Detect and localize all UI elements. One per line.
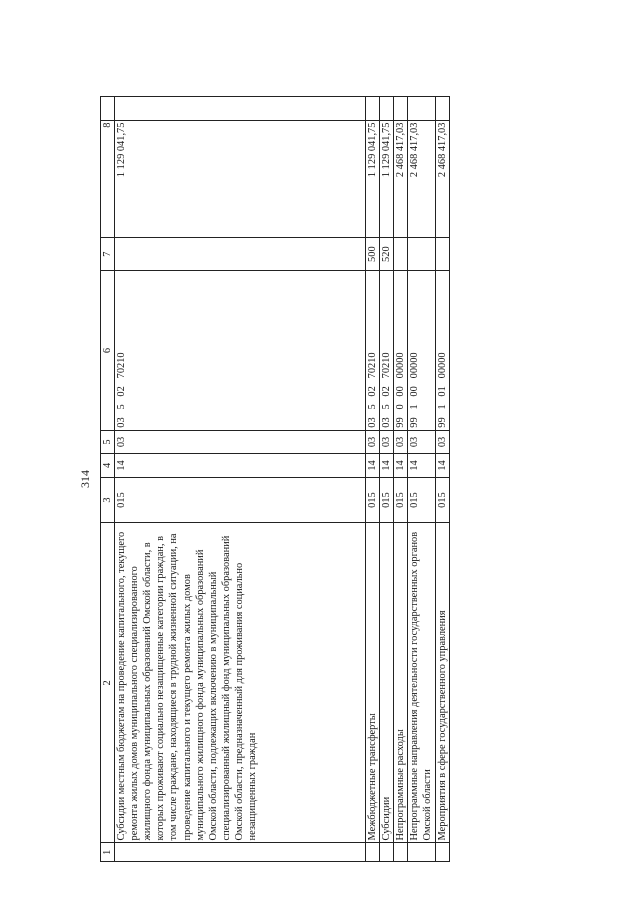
budget-table <box>100 96 450 862</box>
row-c3: 015 <box>435 477 449 523</box>
header-col-3: 3 <box>101 477 115 523</box>
row-c8: 2 468 417,03 <box>394 120 408 237</box>
row-c6: 03 5 02 70210 <box>366 271 380 430</box>
row-c6: 99 1 00 00000 <box>408 271 435 430</box>
row-c8: 2 468 417,03 <box>408 120 435 237</box>
row-c5: 03 <box>435 430 449 453</box>
row-c7 <box>408 237 435 270</box>
row-c4: 14 <box>394 454 408 477</box>
page-number: 314 <box>78 470 92 488</box>
table-row <box>435 97 449 862</box>
row-c8: 1 129 041,75 <box>366 120 380 237</box>
row-c7: 520 <box>380 237 394 270</box>
row-c7 <box>394 237 408 270</box>
row-c3: 015 <box>380 477 394 523</box>
row-c5: 03 <box>408 430 435 453</box>
row-name: Межбюджетные трансферты <box>366 523 380 843</box>
header-col-2: 2 <box>101 523 115 843</box>
row-c5: 03 <box>394 430 408 453</box>
row-c5: 03 <box>115 430 366 453</box>
row-c7: 500 <box>366 237 380 270</box>
header-col-6: 6 <box>101 271 115 430</box>
row-name: Непрограммные расходы <box>394 523 408 843</box>
table-row <box>115 97 366 862</box>
row-c9 <box>115 97 366 121</box>
row-number-cell <box>408 843 435 862</box>
row-number-cell <box>366 843 380 862</box>
row-c3: 015 <box>408 477 435 523</box>
row-c9 <box>394 97 408 121</box>
row-c8: 1 129 041,75 <box>115 120 366 237</box>
row-c4: 14 <box>366 454 380 477</box>
row-c4: 14 <box>435 454 449 477</box>
row-c6: 99 1 01 00000 <box>435 271 449 430</box>
header-col-7: 7 <box>101 237 115 270</box>
header-col-5: 5 <box>101 430 115 453</box>
header-col-4: 4 <box>101 454 115 477</box>
row-c4: 14 <box>115 454 366 477</box>
header-col-8: 8 <box>101 120 115 237</box>
row-c5: 03 <box>380 430 394 453</box>
row-c6: 99 0 00 00000 <box>394 271 408 430</box>
row-name: Непрограммные направления деятельности государственных органов Омской области <box>408 523 435 843</box>
row-name: Субсидии местным бюджетам на проведение капитального, текущего ремонта жилых домов муниципального специализированного жилищного фонда муниципальных образований Омской области, в которых проживают социально незащищенные категории граждан, в том числе граждане, находящиеся в трудной жизненной ситуации, на проведение капитального и текущего ремонта жилых домов муниципального жилищного фонда муниципальных образований Омской области, подлежащих включению в муниципальный специализированный жилищный фонд муниципальных образований Омской области, предназначенный для проживания социально незащищенных граждан <box>115 523 366 843</box>
rotated-page <box>78 96 448 862</box>
row-c3: 015 <box>394 477 408 523</box>
row-c7 <box>435 237 449 270</box>
header-col-1: 1 <box>101 843 115 862</box>
table-row <box>380 97 394 862</box>
table-row <box>394 97 408 862</box>
table-row <box>408 97 435 862</box>
row-c6: 03 5 02 70210 <box>115 271 366 430</box>
row-c3: 015 <box>115 477 366 523</box>
row-c4: 14 <box>380 454 394 477</box>
row-number-cell <box>435 843 449 862</box>
row-name: Субсидии <box>380 523 394 843</box>
row-number-cell <box>115 843 366 862</box>
row-c7 <box>115 237 366 270</box>
table-row <box>366 97 380 862</box>
row-name: Мероприятия в сфере государственного управления <box>435 523 449 843</box>
header-row <box>101 97 115 862</box>
row-c9 <box>435 97 449 121</box>
row-c9 <box>366 97 380 121</box>
row-c5: 03 <box>366 430 380 453</box>
row-c8: 1 129 041,75 <box>380 120 394 237</box>
row-c9 <box>408 97 435 121</box>
row-c9 <box>380 97 394 121</box>
row-c6: 03 5 02 70210 <box>380 271 394 430</box>
row-c3: 015 <box>366 477 380 523</box>
header-col-9 <box>101 97 115 121</box>
row-number-cell <box>394 843 408 862</box>
row-number-cell <box>380 843 394 862</box>
row-c4: 14 <box>408 454 435 477</box>
row-c8: 2 468 417,03 <box>435 120 449 237</box>
